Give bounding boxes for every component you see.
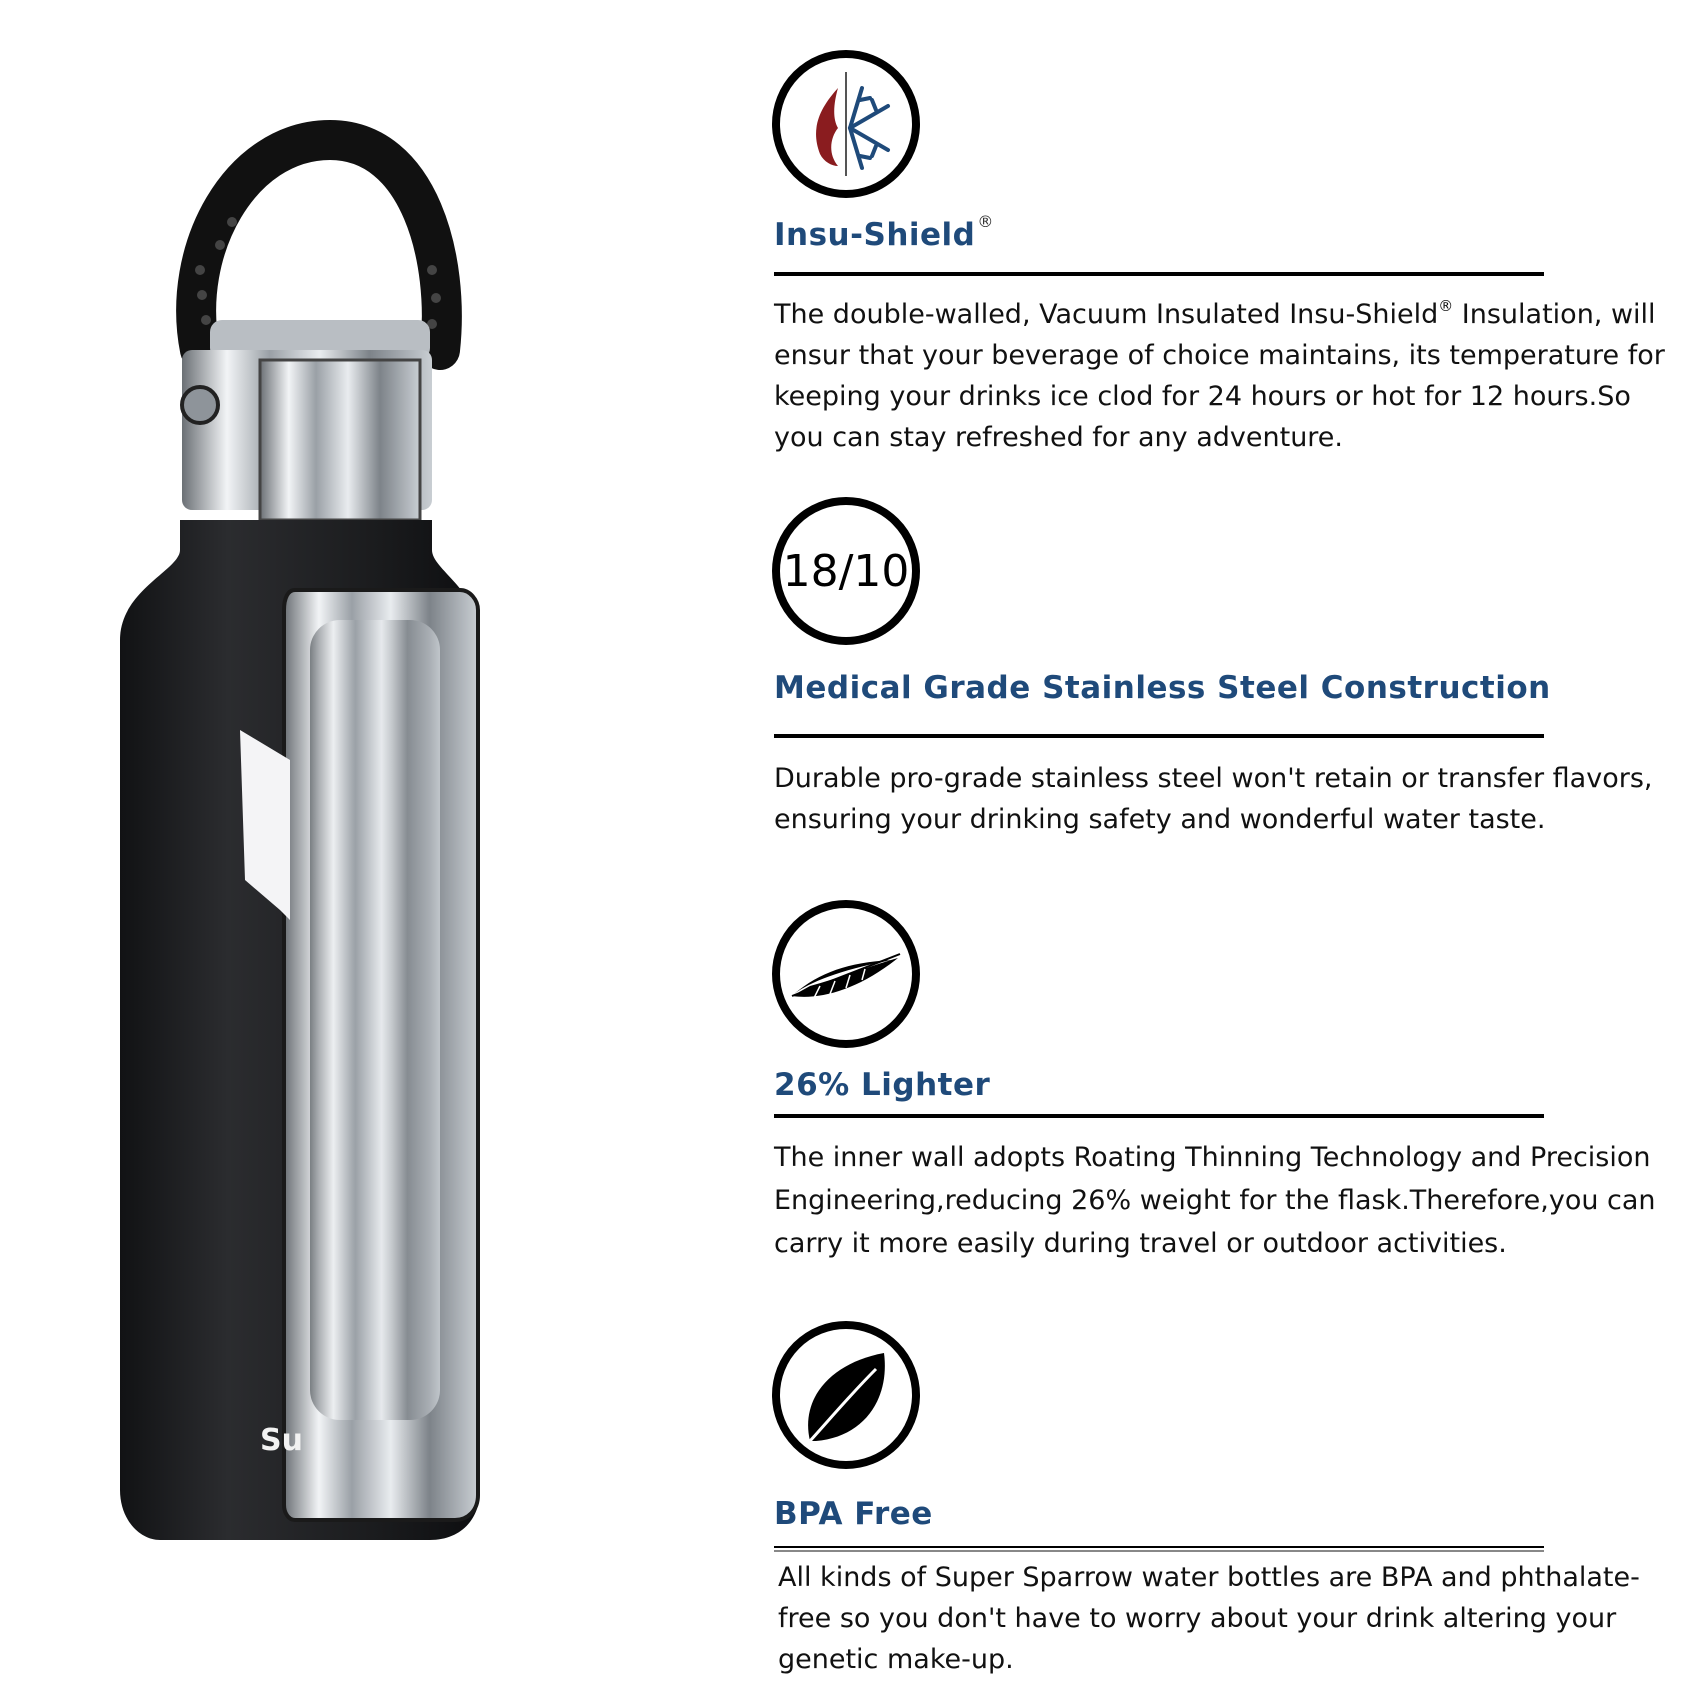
steel-grade-icon	[772, 497, 920, 645]
feature-description-stainless-steel: Durable pro-grade stainless steel won't retain or transfer flavors, ensuring your drinking safety and wonderful water taste.	[774, 763, 1653, 835]
water-bottle-illustration	[120, 120, 540, 1600]
feature-title-insu-shield: Insu-Shield ®	[774, 212, 994, 253]
feature-title-stainless-steel: Medical Grade Stainless Steel Construction	[774, 670, 1551, 706]
product-image	[120, 120, 540, 1600]
feature-title-lighter: 26% Lighter	[774, 1067, 991, 1103]
hot-cold-icon	[772, 50, 920, 198]
feature-description-lighter: The inner wall adopts Roating Thinning Technology and Precision Engineering,reducing 26% weight for the flask.Therefore,you can carry it more easily during travel or outdoor activities.	[774, 1142, 1656, 1259]
feather-icon	[780, 908, 912, 1040]
leaf-icon	[780, 1329, 912, 1461]
divider	[774, 734, 1544, 738]
bottle-logo-text: Su	[260, 1423, 303, 1458]
feature-icon-lightweight	[772, 900, 920, 1048]
steel-grade-label: 18/10	[782, 545, 910, 597]
feature-icon-bpa-free	[772, 1321, 920, 1469]
divider	[774, 1114, 1544, 1118]
feature-title-bpa-free: BPA Free	[774, 1496, 933, 1532]
divider	[774, 1546, 1544, 1552]
divider	[774, 272, 1544, 276]
feature-description-bpa-free: All kinds of Super Sparrow water bottles are BPA and phthalate-free so you don't have to worry about your drink altering your genetic make-up.	[778, 1562, 1640, 1675]
feature-description-insu-shield: The double-walled, Vacuum Insulated Insu-Shield® Insulation, will ensur that your beverage of choice maintains, its temperature for keeping your drinks ice clod for 24 hours or hot for 12 hours.So you can stay refreshed for any adventure.	[774, 297, 1665, 453]
